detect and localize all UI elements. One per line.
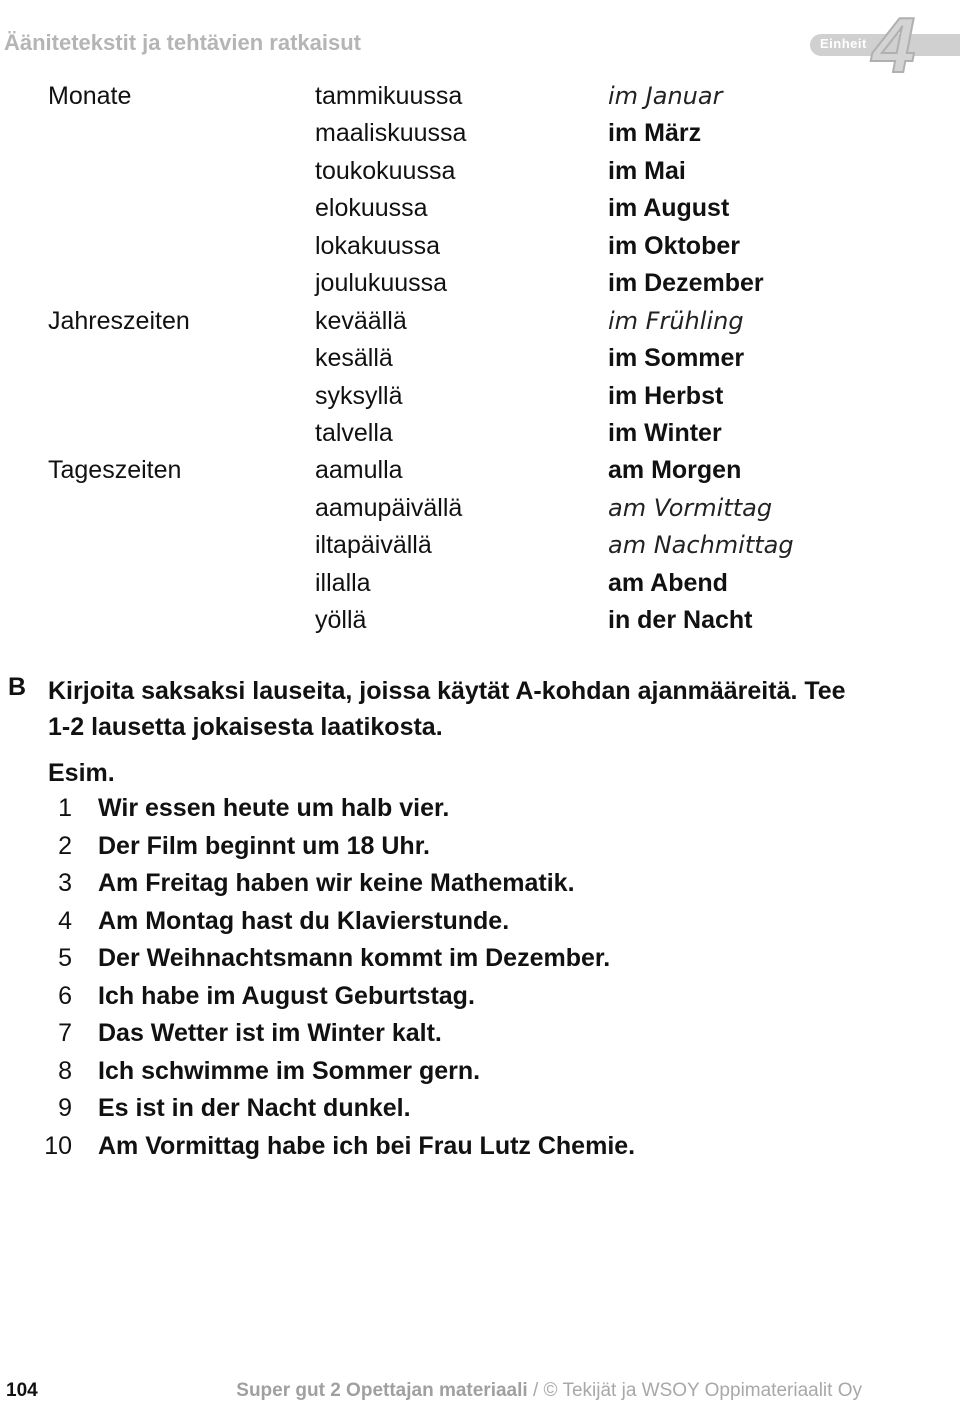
answer-number: 6 <box>58 981 72 1010</box>
page-header-title: Äänitetekstit ja tehtävien ratkaisut <box>4 30 362 55</box>
vocab-finnish: aamulla <box>315 456 403 485</box>
vocab-row <box>0 190 960 227</box>
answer-number: 7 <box>58 1019 72 1047</box>
vocab-row <box>0 602 960 639</box>
unit-label: Einheit <box>820 36 867 51</box>
vocab-row <box>0 153 960 190</box>
vocab-finnish: elokuussa <box>315 194 428 223</box>
answer-text: Der Film beginnt um 18 Uhr. <box>98 831 430 860</box>
vocab-finnish: yöllä <box>315 606 367 635</box>
vocab-german: im Oktober <box>608 231 740 260</box>
unit-number: 4 <box>872 1 916 89</box>
copyright-text: / © Tekijät ja WSOY Oppimateriaalit Oy <box>527 1380 862 1401</box>
answer-text: Am Montag hast du Klavierstunde. <box>98 906 510 935</box>
vocab-german: im Januar <box>608 82 723 110</box>
answer-text: Am Freitag haben wir keine Mathematik. <box>98 869 575 897</box>
unit-badge <box>806 1 960 89</box>
answer-text: Es ist in der Nacht dunkel. <box>98 1094 411 1122</box>
vocab-row <box>0 378 960 415</box>
vocab-german: am Morgen <box>608 456 742 485</box>
answer-text: Am Vormittag habe ich bei Frau Lutz Chemie. <box>98 1131 636 1160</box>
vocab-row <box>0 565 960 602</box>
answer-item <box>0 978 960 1016</box>
answer-number: 5 <box>58 944 72 972</box>
vocab-german: im Dezember <box>608 269 764 298</box>
book-title: Super gut 2 Opettajan materiaali <box>236 1380 528 1401</box>
answer-number: 3 <box>58 869 72 897</box>
footer-source <box>236 1380 862 1402</box>
answer-item <box>0 1015 960 1053</box>
page-number: 104 <box>6 1380 38 1401</box>
answer-item <box>0 940 960 978</box>
vocab-german: am Abend <box>608 568 728 597</box>
answer-text: Das Wetter ist im Winter kalt. <box>98 1019 442 1047</box>
vocab-finnish: tammikuussa <box>315 82 463 110</box>
vocab-category: Monate <box>48 82 132 110</box>
vocab-row <box>0 340 960 377</box>
answer-number: 8 <box>58 1056 72 1085</box>
vocab-german: im August <box>608 194 730 223</box>
answer-item <box>0 828 960 866</box>
answer-item <box>0 1053 960 1091</box>
vocab-german: im Winter <box>608 418 722 447</box>
vocab-finnish: keväällä <box>315 306 407 335</box>
answer-item <box>0 790 960 828</box>
answer-number: 10 <box>44 1131 72 1160</box>
answer-text: Ich habe im August Geburtstag. <box>98 981 475 1010</box>
vocab-row <box>0 415 960 452</box>
example-label: Esim. <box>48 759 115 787</box>
vocab-finnish: kesällä <box>315 344 393 373</box>
task-letter: B <box>8 673 27 701</box>
vocab-finnish: joulukuussa <box>315 269 448 298</box>
answer-item <box>0 1090 960 1128</box>
vocab-finnish: toukokuussa <box>315 156 456 185</box>
vocab-finnish: maaliskuussa <box>315 119 467 148</box>
vocab-row <box>0 265 960 302</box>
vocab-row <box>0 115 960 152</box>
vocab-row <box>0 228 960 265</box>
vocab-finnish: illalla <box>315 568 371 597</box>
vocab-german: im Frühling <box>608 306 744 335</box>
vocab-row <box>0 303 960 340</box>
vocab-finnish: syksyllä <box>315 381 403 410</box>
vocab-german: im Sommer <box>608 344 745 373</box>
vocab-german: am Vormittag <box>608 493 773 522</box>
vocab-category: Jahreszeiten <box>48 306 190 335</box>
vocab-finnish: lokakuussa <box>315 231 441 260</box>
answer-number: 1 <box>58 794 72 822</box>
vocab-finnish: talvella <box>315 418 393 447</box>
vocab-german: am Nachmittag <box>608 531 794 560</box>
vocab-german: in der Nacht <box>608 606 753 635</box>
vocab-german: im Mai <box>608 156 686 185</box>
vocab-row <box>0 452 960 489</box>
answer-text: Der Weihnachtsmann kommt im Dezember. <box>98 944 611 972</box>
vocab-finnish: iltapäivällä <box>315 531 432 560</box>
answer-list <box>0 790 960 1165</box>
answer-number: 9 <box>58 1094 72 1122</box>
answer-item <box>0 1128 960 1166</box>
page-footer <box>0 1380 960 1404</box>
answer-item <box>0 865 960 903</box>
task-instruction: Kirjoita saksaksi lauseita, joissa käytät A-kohdan ajanmääreitä. Tee 1-2 lausetta jokaisesta laatikosta. <box>48 677 846 741</box>
answer-text: Ich schwimme im Sommer gern. <box>98 1056 481 1085</box>
vocab-category: Tageszeiten <box>48 456 182 485</box>
vocab-finnish: aamupäivällä <box>315 493 463 522</box>
vocab-row <box>0 527 960 564</box>
vocabulary-table <box>0 78 960 640</box>
answer-item <box>0 903 960 941</box>
vocab-german: im Herbst <box>608 381 724 410</box>
vocab-row <box>0 490 960 527</box>
vocab-german: im März <box>608 119 702 148</box>
answer-number: 2 <box>58 831 72 860</box>
answer-number: 4 <box>58 906 72 935</box>
vocab-row <box>0 78 960 115</box>
answer-text: Wir essen heute um halb vier. <box>98 794 450 822</box>
